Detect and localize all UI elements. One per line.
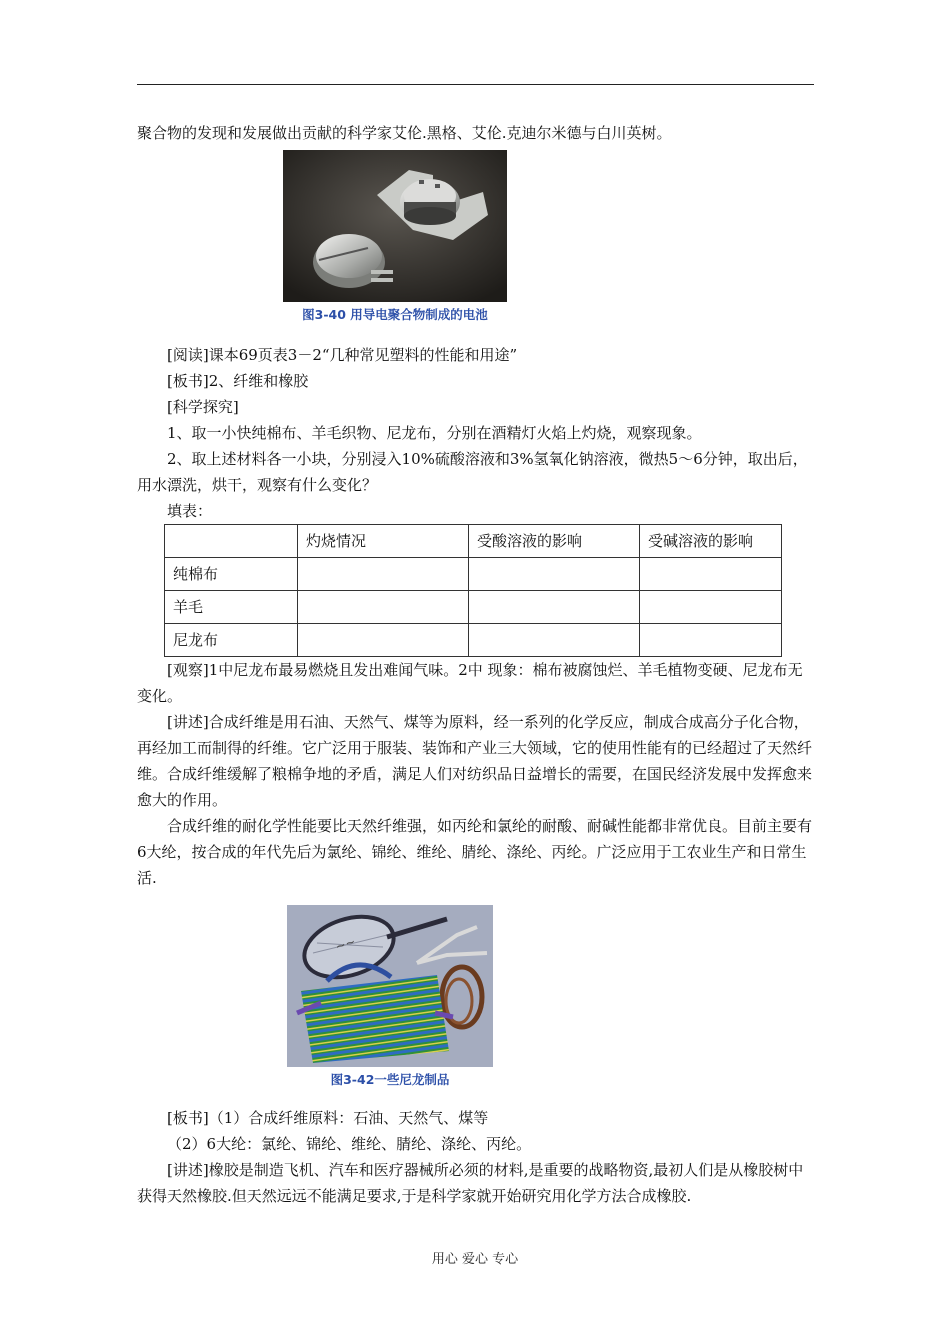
table-cell (640, 591, 782, 624)
observe-paragraph: [观察]1中尼龙布最易燃烧且发出难闻气味。2中 现象：棉布被腐蚀烂、羊毛植物变硬、尼龙布无变化。 (137, 661, 803, 705)
document-body (137, 120, 814, 1209)
figure-battery-caption: 图3-40 用导电聚合物制成的电池 (302, 307, 488, 322)
experiment-table (164, 524, 782, 657)
page-footer: 用心 爱心 专心 (431, 1252, 519, 1267)
reading-line: [阅读]课本69页表3－2“几种常见塑料的性能和用途” (167, 346, 518, 364)
table-row-label: 尼龙布 (165, 624, 298, 657)
table-header-row (165, 525, 782, 558)
table-cell (298, 591, 469, 624)
board-line-2b: （2）6大纶：氯纶、锦纶、维纶、腈纶、涤纶、丙纶。 (167, 1135, 532, 1153)
table-header-cell: 灼烧情况 (298, 525, 469, 558)
table-row (165, 591, 782, 624)
explore-step-2: 2、取上述材料各一小块，分别浸入10%硫酸溶液和3%氢氧化钠溶液，微热5～6分钟，取出后，用水漂洗，烘干，观察有什么变化？ (137, 450, 808, 494)
table-header-cell: 受酸溶液的影响 (469, 525, 640, 558)
figure-battery (283, 150, 507, 324)
header-rule (137, 84, 814, 85)
figure-nylon (287, 905, 493, 1089)
nylon-photo (287, 905, 493, 1067)
table-cell (298, 558, 469, 591)
table-cell (298, 624, 469, 657)
figure-nylon-caption: 图3-42一些尼龙制品 (330, 1072, 450, 1087)
explore-title: [科学探究] (167, 398, 239, 416)
racket-string-logo: ~~ (333, 934, 358, 954)
intro-line: 聚合物的发现和发展做出贡献的科学家艾伦.黑格、艾伦.克迪尔米德与白川英树。 (137, 124, 672, 142)
lecture-paragraph-1: [讲述]合成纤维是用石油、天然气、煤等为原料，经一系列的化学反应，制成合成高分子化合物，再经加工而制得的纤维。它广泛用于服装、装饰和产业三大领域，它的使用性能有的已经超过了天然纤维。合成纤维缓解了粮棉争地的矛盾，满足人们对纺织品日益增长的需要，在国民经济发展中发挥愈来愈大的作用。 (137, 713, 813, 809)
battery-photo-graphic (283, 150, 507, 302)
table-row-label: 羊毛 (165, 591, 298, 624)
explore-step-1: 1、取一小快纯棉布、羊毛织物、尼龙布，分别在酒精灯火焰上灼烧，观察现象。 (167, 424, 702, 442)
table-cell (640, 624, 782, 657)
lecture-paragraph-3: [讲述]橡胶是制造飞机、汽车和医疗器械所必须的材料,是重要的战略物资,最初人们是从橡胶树中获得天然橡胶.但天然远远不能满足要求,于是科学家就开始研究用化学方法合成橡胶. (137, 1161, 804, 1205)
table-row (165, 558, 782, 591)
table-cell (640, 558, 782, 591)
table-header-cell: 受碱溶液的影响 (640, 525, 782, 558)
lecture-paragraph-2: 合成纤维的耐化学性能要比天然纤维强，如丙纶和氯纶的耐酸、耐碱性能都非常优良。目前主要有6大纶，按合成的年代先后为氯纶、锦纶、维纶、腈纶、涤纶、丙纶。广泛应用于工农业生产和日常生活. (137, 817, 813, 887)
board-line-2a: [板书]（1）合成纤维原料：石油、天然气、煤等 (167, 1109, 489, 1127)
table-cell (469, 591, 640, 624)
table-header-cell (165, 525, 298, 558)
nylon-photo-graphic (287, 905, 493, 1067)
table-cell (469, 624, 640, 657)
fill-label: 填表： (167, 502, 213, 520)
table-row (165, 624, 782, 657)
table-row-label: 纯棉布 (165, 558, 298, 591)
battery-photo (283, 150, 507, 302)
table-cell (469, 558, 640, 591)
board-line-1: [板书]2、纤维和橡胶 (167, 372, 309, 390)
